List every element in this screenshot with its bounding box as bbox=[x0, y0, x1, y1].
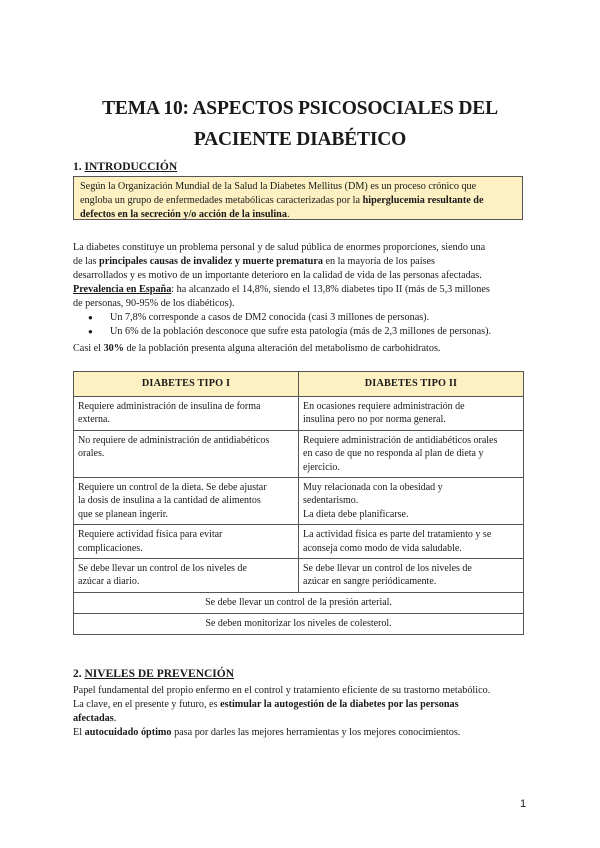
section-1-title: INTRODUCCIÓN bbox=[84, 161, 178, 173]
definition-box bbox=[73, 176, 523, 220]
bullet-icon: ● bbox=[88, 313, 93, 322]
cell-line: que se planean ingerir. bbox=[78, 508, 168, 520]
definition-bold-2: defectos en la secreción y/o acción de la insulina bbox=[80, 208, 287, 220]
cell-line: Requiere administración de antidiabéticos orales bbox=[303, 434, 498, 446]
intro-bold: principales causas de invalidez y muerte prematura bbox=[99, 255, 323, 267]
definition-end: . bbox=[286, 208, 290, 220]
table-row bbox=[74, 397, 524, 431]
cell-line: Requiere administración de insulina de forma bbox=[78, 401, 261, 412]
cell-line: Se debe llevar un control de los niveles de bbox=[78, 563, 247, 575]
prevalence-text: : ha alcanzado el 14,8%, siendo el 13,8% diabetes tipo II (más de 5,3 millones bbox=[171, 283, 490, 295]
intro-paragraph bbox=[73, 241, 533, 311]
prevention-line-3 bbox=[73, 712, 533, 726]
prevalence-label: Prevalencia en España bbox=[73, 283, 172, 295]
carb-text-end: de la población presenta alguna alteración del metabolismo de carbohidratos. bbox=[123, 343, 441, 354]
section-1-heading bbox=[73, 161, 177, 173]
intro-line-1: La diabetes constituye un problema personal y de salud pública de enormes proporciones, siendo una bbox=[73, 242, 486, 253]
cell-line: en caso de que no responda al plan de dieta y bbox=[303, 448, 484, 460]
cell-line: externa. bbox=[78, 414, 110, 426]
bullet-text: Un 6% de la población desconoce que sufre esta patología (más de 2,3 millones de personas). bbox=[110, 325, 492, 337]
intro-line-3: desarrollados y es motivo de un importante deterioro en la calidad de vida de las personas afectadas. bbox=[73, 269, 482, 281]
carb-text: Casi el bbox=[73, 343, 104, 354]
prevention-paragraph bbox=[73, 684, 533, 740]
table-full-cell: Se debe llevar un control de la presión arterial. bbox=[74, 592, 524, 613]
page-number: 1 bbox=[520, 798, 527, 810]
prevention-bold: estimular la autogestión de la diabetes por las personas bbox=[220, 698, 459, 710]
carb-bold: 30% bbox=[103, 343, 124, 354]
cell-line: Requiere un control de la dieta. Se debe ajustar bbox=[78, 482, 267, 494]
title-line-2: PACIENTE DIABÉTICO bbox=[193, 129, 407, 150]
table-cell bbox=[299, 397, 524, 431]
section-2-title: NIVELES DE PREVENCIÓN bbox=[84, 668, 235, 680]
table-cell bbox=[299, 430, 524, 477]
table-row bbox=[74, 559, 524, 593]
cell-line: Requiere actividad física para evitar bbox=[78, 529, 223, 541]
definition-text: engloba un grupo de enfermedades metabólicas caracterizadas por la bbox=[80, 194, 363, 206]
list-item bbox=[88, 311, 538, 325]
cell-line: No requiere de administración de antidiabéticos bbox=[78, 434, 270, 446]
selfcare-bold: autocuidado óptimo bbox=[84, 726, 172, 738]
bullet-icon: ● bbox=[88, 326, 93, 336]
header-type-2: DIABETES TIPO II bbox=[299, 372, 524, 397]
prevalence-bullets bbox=[88, 311, 538, 339]
selfcare-text-end: pasa por darles las mejores herramientas y los mejores conocimientos. bbox=[171, 726, 461, 738]
intro-text-end: en la mayoría de los países bbox=[322, 255, 435, 267]
definition-line-1: Según la Organización Mundial de la Salud la Diabetes Mellitus (DM) es un proceso crónico que bbox=[80, 181, 477, 192]
table-cell bbox=[299, 478, 524, 525]
table-full-cell: Se deben monitorizar los niveles de colesterol. bbox=[74, 613, 524, 634]
list-item bbox=[88, 325, 538, 339]
table-cell bbox=[74, 478, 299, 525]
prevention-text: La clave, en el presente y futuro, es bbox=[73, 698, 221, 710]
prevention-line-1: Papel fundamental del propio enfermo en el control y tratamiento eficiente de su trastorno metabólico. bbox=[73, 685, 491, 696]
prevalence-line-2: de personas, 90-95% de los diabéticos). bbox=[73, 297, 235, 309]
table-row bbox=[74, 478, 524, 525]
prevention-line-2 bbox=[73, 698, 533, 712]
cell-line: Se debe llevar un control de los niveles de bbox=[303, 563, 472, 575]
table-row bbox=[74, 592, 524, 613]
section-2-number: 2. bbox=[73, 668, 82, 680]
section-2-heading bbox=[73, 668, 234, 680]
page-title bbox=[60, 93, 540, 155]
prevention-bold-2: afectadas bbox=[73, 712, 114, 724]
table-cell bbox=[74, 559, 299, 593]
carbohydrate-line bbox=[73, 342, 533, 356]
header-type-1: DIABETES TIPO I bbox=[74, 372, 299, 397]
table-cell bbox=[299, 559, 524, 593]
table-cell bbox=[74, 525, 299, 559]
table-cell bbox=[74, 397, 299, 431]
intro-text: de las bbox=[73, 255, 100, 267]
cell-line: aconseja como modo de vida saludable. bbox=[303, 542, 462, 554]
cell-line: La actividad física es parte del tratamiento y se bbox=[303, 529, 492, 541]
cell-line: la dosis de insulina a la cantidad de alimentos bbox=[78, 495, 261, 507]
section-1-number: 1. bbox=[73, 161, 82, 173]
cell-line: azúcar a diario. bbox=[78, 576, 140, 588]
prevention-line-4 bbox=[73, 726, 533, 740]
table-row bbox=[74, 525, 524, 559]
cell-line: En ocasiones requiere administración de bbox=[303, 401, 465, 412]
prevention-end: . bbox=[113, 712, 117, 724]
cell-line: azúcar en sangre periódicamente. bbox=[303, 576, 437, 588]
cell-line: La dieta debe planificarse. bbox=[303, 508, 409, 520]
table-row bbox=[74, 430, 524, 477]
intro-line-2 bbox=[73, 255, 533, 269]
bullet-text: Un 7,8% corresponde a casos de DM2 conocida (casi 3 millones de personas). bbox=[110, 312, 430, 323]
definition-line-3 bbox=[80, 208, 516, 222]
table-cell bbox=[74, 430, 299, 477]
cell-line: complicaciones. bbox=[78, 542, 143, 554]
cell-line: orales. bbox=[78, 448, 105, 460]
table-cell bbox=[299, 525, 524, 559]
cell-line: Muy relacionada con la obesidad y bbox=[303, 482, 443, 494]
table-header-row bbox=[74, 372, 524, 397]
selfcare-text: El bbox=[73, 726, 85, 738]
prevalence-line-1 bbox=[73, 283, 533, 297]
cell-line: insulina pero no por norma general. bbox=[303, 414, 446, 426]
cell-line: sedentarismo. bbox=[303, 495, 359, 507]
table-row bbox=[74, 613, 524, 634]
definition-line-2 bbox=[80, 194, 516, 208]
carbohydrate-paragraph bbox=[73, 342, 533, 356]
diabetes-comparison-table bbox=[73, 371, 524, 635]
title-line-1: TEMA 10: ASPECTOS PSICOSOCIALES DEL bbox=[102, 98, 498, 119]
cell-line: ejercicio. bbox=[303, 461, 340, 473]
definition-bold: hiperglucemia resultante de bbox=[362, 194, 484, 206]
